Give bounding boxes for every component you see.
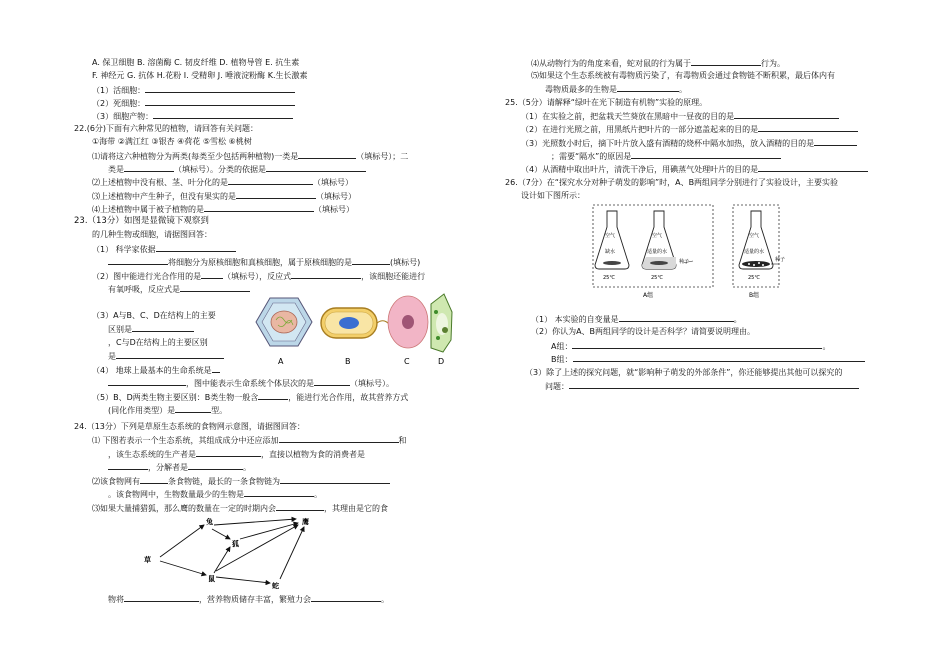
q26-part-2: （2）你认为A、B两组同学的设计是否科学？请简要说明理由。 — [531, 327, 756, 336]
group-b-label: B组 — [749, 292, 760, 299]
q23-part-4a: （4） 地球上最基本的生命系统是 — [92, 364, 220, 376]
q21-item-3: （3）细胞产物： — [92, 110, 293, 122]
flask-a2-water: 适量的水 — [647, 249, 668, 255]
options-row-1: A. 保卫细胞 B. 溶菌酶 C. 韧皮纤维 D. 植物导管 E. 抗生素 — [92, 58, 300, 67]
q23-part-5b: (同化作用类型）是 型。 — [108, 406, 228, 415]
q24-part-1b: ，该生态系统的生产者是 ，直接以植物为食的消费者是 — [108, 450, 365, 459]
fig-label-a: A — [278, 357, 284, 366]
flask-b-water: 适量的水 — [744, 249, 765, 255]
q22-part-1b: 类是 （填标号）。分类的依据是 — [108, 163, 366, 175]
q23-part-2: （2）图中能进行光合作用的是 （填标号），反应式 ，该细胞还能进行 — [92, 272, 426, 281]
group-a-label: A组 — [643, 292, 654, 299]
q25-part-4: （4）从酒精中取出叶片，清洗干净后，用碘蒸气处理叶片的目的是 — [521, 163, 868, 175]
q23-title: 23.（13分）如图是显微镜下观察到 — [74, 216, 209, 226]
flask-a1-air: 空气 — [605, 233, 616, 239]
flask-b-temp: 25℃ — [748, 275, 760, 281]
q25-title: 25.（5分）请解释“绿叶在光下制造有机物”实验的原理。 — [505, 98, 708, 107]
q23-part-4b: ，图中能表示生命系统个体层次的是 （填标号）。 — [108, 377, 394, 389]
q22-plants: ①海带 ②满江红 ③银杏 ④荷花 ⑤雪松 ⑥桃树 — [92, 137, 252, 146]
web-node-mouse: 鼠 — [208, 575, 215, 583]
q21-item-1: （1）活细胞： — [92, 84, 295, 96]
q22-part-3: ⑶上述植物中产生种子，但没有果实的是 （填标号） — [92, 192, 356, 201]
q24-part-3b: 物将 ，营养物质储存丰富，繁殖力会 。 — [108, 595, 389, 604]
flask-b — [739, 211, 773, 269]
flask-a2-air: 空气 — [652, 233, 663, 239]
q23-part-2b: 有氧呼吸，反应式是 — [108, 283, 250, 295]
q24-part-5a: ⑸如果这个生态系统被有毒物质污染了，有毒物质会通过食物链不断积累，最后体内有 — [531, 71, 835, 80]
q24-part-3a: ⑶如果大量捕猎狐，那么鹰的数量在一定的时期内会 ，其理由是它的食 — [92, 504, 388, 513]
q24-part-4: ⑷从动物行为的角度来看，蛇对鼠的行为属于 行为。 — [531, 59, 785, 68]
q23-part-3a: （3）A与B、C、D在结构上的主要 — [92, 311, 216, 320]
flask-a2-temp: 25℃ — [651, 275, 663, 281]
q23-part-5a: （5）B、D两类生物主要区别：B类生物一般含 ，能进行光合作用，故其营养方式 — [92, 393, 409, 402]
q26-part-3a: （3）除了上述的探究问题，就“影响种子萌发的外部条件”，你还能够提出其他可以探究的 — [525, 368, 843, 377]
q24-part-2b: 。该食物网中，生物数量最少的生物是 。 — [108, 490, 322, 499]
q26-part-3b: 问题： — [545, 380, 859, 392]
germination-figure — [591, 203, 791, 303]
q26-part-2b: B组： — [551, 353, 865, 365]
q21-item-2: （2）死细胞： — [92, 97, 295, 109]
q26-part-2a: A组： 。 — [551, 342, 831, 351]
q24-part-1a: ⑴ 下图若表示一个生态系统，其组成成分中还应添加 和 — [92, 436, 407, 445]
web-node-rabbit: 兔 — [206, 518, 213, 526]
q26-part-1: （1） 本实验的自变量是 。 — [531, 315, 742, 324]
web-node-snake: 蛇 — [272, 582, 279, 590]
food-web-arrows — [160, 519, 304, 583]
flask-a-seed-label: 种子 — [679, 259, 690, 265]
flask-a2 — [642, 211, 676, 269]
q23-part-1b: 将细胞分为原核细胞和真核细胞，属于原核细胞的是 (填标号) — [108, 256, 420, 268]
q24-title: 24.（13分）下列是草原生态系统的食物网示意图，请据图回答： — [74, 422, 305, 431]
q22-part-1a: ⑴请将这六种植物分为两类(每类至少包括两种植物)一类是 （填标号）；二 — [92, 152, 409, 161]
q24-part-2a: ⑵该食物网有 条食物链，最长的一条食物链为 — [92, 475, 390, 487]
flask-b-seed-label: 种子 — [775, 257, 786, 263]
web-node-eagle: 鹰 — [302, 518, 309, 526]
q22-part-2: ⑵上述植物中没有根、茎、叶分化的是 （填标号） — [92, 178, 353, 187]
q25-part-2: （2）在进行光照之前，用黑纸片把叶片的一部分遮盖起来的目的是 — [521, 123, 858, 135]
q23-title-2: 的几种生物或细胞，请据图回答： — [92, 230, 212, 239]
fig-label-c: C — [404, 357, 410, 366]
q26-title-2: 设计如下图所示： — [521, 191, 585, 200]
q24-part-5b: 毒物质最多的生物是 。 — [545, 85, 687, 94]
q22-part-4: ⑷上述植物中属于被子植物的是 （填标号） — [92, 205, 354, 214]
q24-part-1c: ，分解者是 。 — [108, 461, 251, 473]
web-node-fox: 狐 — [232, 540, 239, 548]
q23-part-1: （1） 科学家依据 — [92, 243, 236, 255]
q25-part-3a: （3）光照数小时后，摘下叶片放入盛有酒精的烧杯中隔水加热，放入酒精的目的是 — [521, 137, 857, 149]
q23-part-3c: ，C与D在结构上的主要区别 — [108, 338, 208, 347]
q22-title: 22.(6分)下面有六种常见的植物，请回答有关问题： — [74, 124, 259, 133]
flask-b-air: 空气 — [749, 233, 760, 239]
options-row-2: F. 神经元 G. 抗体 H.花粉 I. 受精卵 J. 唾液淀粉酶 K.生长激素 — [92, 71, 308, 80]
flask-a1-water: 缺水 — [605, 249, 616, 255]
q23-part-3b: 区别是 — [108, 323, 194, 335]
flask-a1-temp: 25℃ — [603, 275, 615, 281]
flask-a1 — [595, 211, 629, 269]
q25-part-3b: ；需要“隔水”的原因是 — [551, 150, 781, 162]
cells-figure — [248, 290, 453, 370]
q26-title: 26.（7分）在“探究水分对种子萌发的影响”时，A、B两组同学分别进行了实验设计，主要实验 — [505, 178, 839, 187]
food-web-figure — [138, 515, 338, 590]
fig-label-b: B — [345, 357, 351, 366]
q23-part-3d: 是 — [108, 350, 224, 362]
q25-part-1: （1）在实验之前，把盆栽天竺葵放在黑暗中一昼夜的目的是 — [521, 110, 839, 122]
web-node-grass: 草 — [144, 556, 151, 564]
fig-label-d: D — [438, 357, 445, 366]
